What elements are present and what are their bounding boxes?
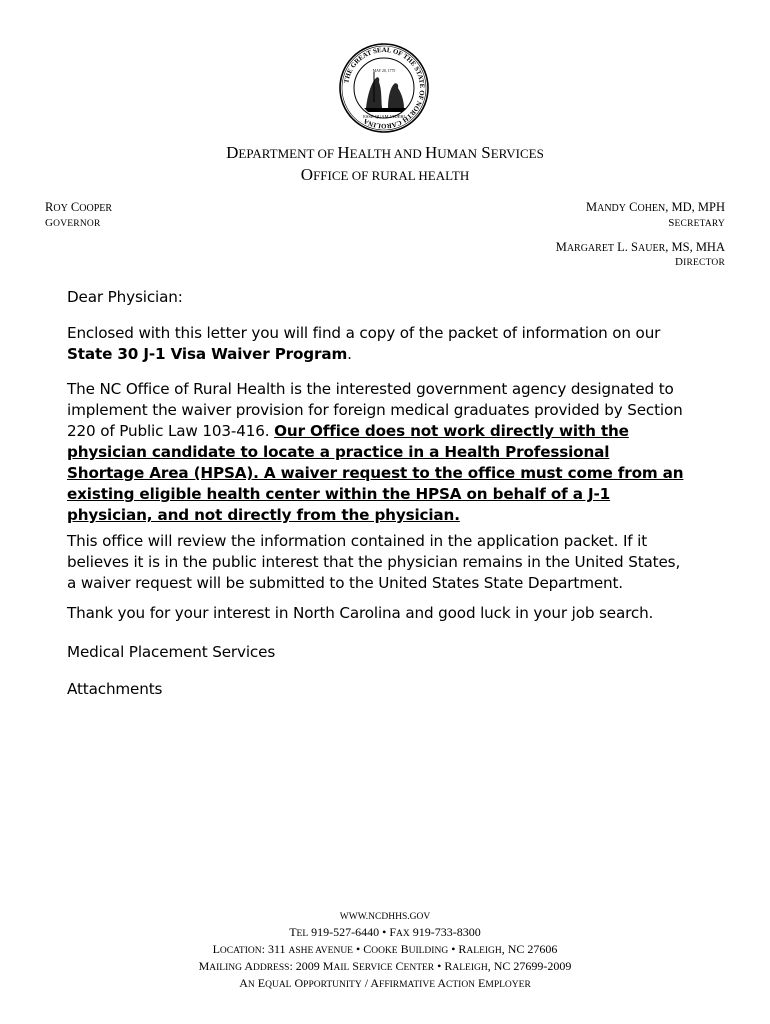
governor-name: ROY COOPER [45,200,113,214]
letter-paragraph-4: Thank you for your interest in North Carolina and good luck in your job search. [67,604,654,622]
footer-location: LOCATION: 311 ASHE AVENUE • COOKE BUILDING • RALEIGH, NC 27606 [212,942,558,956]
letter-attachments: Attachments [67,680,163,698]
footer-website: WWW.NCDHHS.GOV [339,912,431,922]
footer-eeo-statement: AN EQUAL OPPORTUNITY / AFFIRMATIVE ACTION EMPLOYER [239,976,531,990]
emphasis-notice: Our Office does not work directly with the physician candidate to locate a practice in a Health Professional Shortage Area (HPSA). A waiver request to the office must come from an existing eligible health center within the HPSA on behalf of a J-1 physician, and not directly from the physician. [67,422,684,524]
secretary-name: MANDY COHEN, MD, MPH [585,200,725,214]
letter-paragraph-2: The NC Office of Rural Health is the interested government agency designated to implement the waiver provision for foreign medical graduates provided by Section 220 of Public Law 103-416. Our Office does not work directly with the physician candidate to locate a practice in a Health Professional Shortage Area (HPSA). A waiver request to the office must come from an existing eligible health center within the HPSA on behalf of a J-1 physician, and not directly from the physician. [67,380,684,524]
seal-text: THE GREAT SEAL OF THE STATE OF NORTH CAROLINA [343,46,426,130]
footer [0,910,770,993]
letter-paragraph-1: Enclosed with this letter you will find a copy of the packet of information on our State 30 J-1 Visa Waiver Program. [67,324,661,363]
department-heading: DEPARTMENT OF HEALTH AND HUMAN SERVICES [226,143,544,162]
seal-date: MAY 20, 1775 [372,69,396,73]
director-name: MARGARET L. SAUER, MS, MHA [555,240,725,254]
secretary-title: SECRETARY [668,217,725,229]
footer-phone-fax: TEL 919-527-6440 • FAX 919-733-8300 [289,925,481,939]
letter-paragraph-3: This office will review the information contained in the application packet. If it believes it is in the public interest that the physician remains in the United States, a waiver request will be submitted to the United States State Department. [67,532,681,592]
letter-salutation: Dear Physician: [67,288,183,306]
seal-motto: ESSE QUAM VIDERI [363,114,405,119]
director-title: DIRECTOR [674,256,725,268]
program-name: State 30 J-1 Visa Waiver Program [67,345,348,363]
office-heading: OFFICE OF RURAL HEALTH [300,165,470,184]
governor-title: GOVERNOR [45,217,101,229]
letter-sign-off: Medical Placement Services [67,643,276,661]
footer-mailing-address: MAILING ADDRESS: 2009 MAIL SERVICE CENTER • RALEIGH, NC 27699-2009 [198,959,572,973]
state-seal-logo [338,42,430,134]
